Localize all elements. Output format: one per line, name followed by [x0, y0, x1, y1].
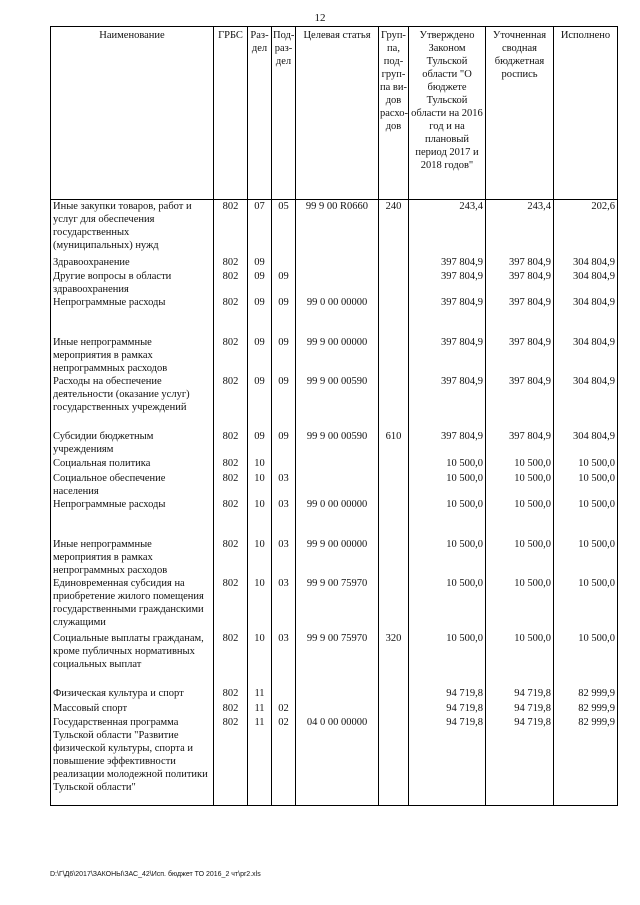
cell-grbs: 802 [214, 200, 248, 256]
cell-razdel: 09 [248, 375, 272, 430]
cell-podrazdel [272, 256, 296, 270]
cell-approved: 94 719,8 [409, 716, 486, 806]
cell-vid [379, 457, 409, 472]
cell-name: Здравоохранение [51, 256, 214, 270]
cell-vid [379, 256, 409, 270]
cell-grbs: 802 [214, 687, 248, 702]
cell-vid [379, 270, 409, 296]
table-row [51, 200, 618, 256]
cell-executed: 10 500,0 [554, 632, 618, 687]
table-row [51, 270, 618, 296]
cell-approved: 397 804,9 [409, 375, 486, 430]
cell-approved: 94 719,8 [409, 702, 486, 716]
table-row [51, 498, 618, 538]
cell-vid [379, 577, 409, 632]
cell-approved: 397 804,9 [409, 336, 486, 375]
cell-grbs: 802 [214, 716, 248, 806]
cell-refined: 10 500,0 [486, 577, 554, 632]
header-razdel: Раз-дел [248, 27, 272, 200]
cell-refined: 94 719,8 [486, 702, 554, 716]
cell-razdel: 10 [248, 577, 272, 632]
cell-grbs: 802 [214, 457, 248, 472]
table-row [51, 375, 618, 430]
cell-podrazdel: 03 [272, 632, 296, 687]
cell-grbs: 802 [214, 270, 248, 296]
cell-name: Государственная программа Тульской области "Развитие физической культуры, спорта и повышение эффективности реализации молодежной политики Тульской области" [51, 716, 214, 806]
cell-razdel: 10 [248, 472, 272, 498]
cell-approved: 10 500,0 [409, 538, 486, 577]
cell-celevaya-statya [296, 457, 379, 472]
cell-vid [379, 472, 409, 498]
cell-refined: 397 804,9 [486, 296, 554, 336]
cell-grbs: 802 [214, 430, 248, 457]
cell-celevaya-statya [296, 472, 379, 498]
cell-grbs: 802 [214, 577, 248, 632]
cell-podrazdel: 03 [272, 472, 296, 498]
table-row [51, 577, 618, 632]
cell-executed: 304 804,9 [554, 375, 618, 430]
cell-grbs: 802 [214, 632, 248, 687]
cell-name: Физическая культура и спорт [51, 687, 214, 702]
cell-razdel: 09 [248, 430, 272, 457]
table-row [51, 632, 618, 687]
cell-name: Непрограммные расходы [51, 498, 214, 538]
cell-grbs: 802 [214, 375, 248, 430]
cell-razdel: 09 [248, 296, 272, 336]
cell-refined: 397 804,9 [486, 375, 554, 430]
cell-approved: 10 500,0 [409, 632, 486, 687]
cell-razdel: 11 [248, 716, 272, 806]
cell-razdel: 10 [248, 538, 272, 577]
cell-executed: 82 999,9 [554, 702, 618, 716]
cell-executed: 10 500,0 [554, 457, 618, 472]
cell-executed: 82 999,9 [554, 716, 618, 806]
cell-celevaya-statya: 99 9 00 00590 [296, 430, 379, 457]
cell-approved: 397 804,9 [409, 430, 486, 457]
cell-vid [379, 538, 409, 577]
header-celevaya-statya: Целевая статья [296, 27, 379, 200]
cell-vid [379, 296, 409, 336]
cell-grbs: 802 [214, 538, 248, 577]
cell-razdel: 10 [248, 457, 272, 472]
cell-executed: 304 804,9 [554, 296, 618, 336]
cell-name: Социальная политика [51, 457, 214, 472]
cell-vid [379, 702, 409, 716]
cell-name: Иные непрограммные мероприятия в рамках непрограммных расходов [51, 538, 214, 577]
cell-podrazdel: 09 [272, 270, 296, 296]
cell-grbs: 802 [214, 336, 248, 375]
cell-refined: 397 804,9 [486, 336, 554, 375]
cell-podrazdel [272, 457, 296, 472]
cell-executed: 10 500,0 [554, 577, 618, 632]
table-row [51, 336, 618, 375]
header-name: Наименование [51, 27, 214, 200]
cell-vid [379, 716, 409, 806]
cell-razdel: 10 [248, 498, 272, 538]
cell-podrazdel: 03 [272, 577, 296, 632]
header-podrazdel: Под-раз-дел [272, 27, 296, 200]
cell-executed: 304 804,9 [554, 256, 618, 270]
cell-vid: 320 [379, 632, 409, 687]
cell-podrazdel: 09 [272, 375, 296, 430]
cell-approved: 10 500,0 [409, 498, 486, 538]
cell-approved: 243,4 [409, 200, 486, 256]
cell-executed: 10 500,0 [554, 538, 618, 577]
cell-grbs: 802 [214, 702, 248, 716]
cell-name: Непрограммные расходы [51, 296, 214, 336]
cell-executed: 82 999,9 [554, 687, 618, 702]
cell-executed: 10 500,0 [554, 472, 618, 498]
cell-name: Социальные выплаты гражданам, кроме публичных нормативных социальных выплат [51, 632, 214, 687]
cell-refined: 94 719,8 [486, 716, 554, 806]
table-row [51, 472, 618, 498]
cell-celevaya-statya: 99 9 00 00000 [296, 538, 379, 577]
cell-refined: 397 804,9 [486, 270, 554, 296]
cell-celevaya-statya: 99 9 00 75970 [296, 632, 379, 687]
cell-celevaya-statya: 99 9 00 75970 [296, 577, 379, 632]
table-row [51, 430, 618, 457]
cell-vid [379, 498, 409, 538]
cell-executed: 304 804,9 [554, 336, 618, 375]
cell-refined: 397 804,9 [486, 430, 554, 457]
table-row [51, 702, 618, 716]
cell-razdel: 09 [248, 336, 272, 375]
cell-approved: 10 500,0 [409, 457, 486, 472]
cell-name: Субсидии бюджетным учреждениям [51, 430, 214, 457]
cell-name: Расходы на обеспечение деятельности (оказание услуг) государственных учреждений [51, 375, 214, 430]
cell-approved: 10 500,0 [409, 472, 486, 498]
cell-vid [379, 375, 409, 430]
table-row [51, 716, 618, 806]
cell-podrazdel: 02 [272, 716, 296, 806]
cell-executed: 304 804,9 [554, 270, 618, 296]
cell-razdel: 09 [248, 256, 272, 270]
cell-grbs: 802 [214, 498, 248, 538]
table-row [51, 687, 618, 702]
table-header-row [51, 27, 618, 200]
cell-refined: 94 719,8 [486, 687, 554, 702]
cell-celevaya-statya: 99 9 00 R0660 [296, 200, 379, 256]
cell-celevaya-statya [296, 702, 379, 716]
cell-refined: 10 500,0 [486, 538, 554, 577]
cell-vid [379, 336, 409, 375]
cell-grbs: 802 [214, 472, 248, 498]
cell-podrazdel: 09 [272, 336, 296, 375]
cell-vid: 240 [379, 200, 409, 256]
cell-refined: 10 500,0 [486, 472, 554, 498]
cell-podrazdel: 03 [272, 538, 296, 577]
cell-refined: 10 500,0 [486, 457, 554, 472]
budget-table [50, 26, 618, 806]
table-row [51, 538, 618, 577]
table-row [51, 296, 618, 336]
cell-approved: 94 719,8 [409, 687, 486, 702]
cell-refined: 10 500,0 [486, 632, 554, 687]
header-grbs: ГРБС [214, 27, 248, 200]
cell-refined: 10 500,0 [486, 498, 554, 538]
cell-approved: 397 804,9 [409, 256, 486, 270]
header-refined: Уточненная сводная бюджетная роспись [486, 27, 554, 200]
cell-podrazdel: 05 [272, 200, 296, 256]
cell-podrazdel: 09 [272, 430, 296, 457]
header-gruppa-vidov: Груп-па, под-груп-па ви-дов расхо-дов [379, 27, 409, 200]
cell-celevaya-statya: 99 0 00 00000 [296, 296, 379, 336]
cell-name: Единовременная субсидия на приобретение жилого помещения государственными гражданскими служащими [51, 577, 214, 632]
cell-executed: 10 500,0 [554, 498, 618, 538]
cell-approved: 397 804,9 [409, 296, 486, 336]
cell-name: Иные закупки товаров, работ и услуг для обеспечения государственных (муниципальных) нужд [51, 200, 214, 256]
cell-celevaya-statya [296, 270, 379, 296]
cell-name: Социальное обеспечение населения [51, 472, 214, 498]
cell-name: Массовый спорт [51, 702, 214, 716]
cell-razdel: 11 [248, 687, 272, 702]
table-body [51, 200, 618, 806]
cell-name: Иные непрограммные мероприятия в рамках непрограммных расходов [51, 336, 214, 375]
header-executed: Исполнено [554, 27, 618, 200]
cell-approved: 397 804,9 [409, 270, 486, 296]
page-number: 12 [314, 12, 326, 24]
cell-celevaya-statya [296, 256, 379, 270]
cell-podrazdel: 03 [272, 498, 296, 538]
table-row [51, 457, 618, 472]
cell-refined: 397 804,9 [486, 256, 554, 270]
cell-grbs: 802 [214, 256, 248, 270]
cell-celevaya-statya: 99 0 00 00000 [296, 498, 379, 538]
cell-grbs: 802 [214, 296, 248, 336]
cell-celevaya-statya: 99 9 00 00590 [296, 375, 379, 430]
cell-razdel: 09 [248, 270, 272, 296]
cell-refined: 243,4 [486, 200, 554, 256]
cell-name: Другие вопросы в области здравоохранения [51, 270, 214, 296]
cell-celevaya-statya: 04 0 00 00000 [296, 716, 379, 806]
cell-celevaya-statya [296, 687, 379, 702]
cell-vid: 610 [379, 430, 409, 457]
table-row [51, 256, 618, 270]
cell-executed: 304 804,9 [554, 430, 618, 457]
cell-razdel: 07 [248, 200, 272, 256]
cell-executed: 202,6 [554, 200, 618, 256]
cell-vid [379, 687, 409, 702]
cell-razdel: 11 [248, 702, 272, 716]
cell-razdel: 10 [248, 632, 272, 687]
file-path-footer: D:\Г\Д6\2017\ЗАКОНЫ\ЗАС_42\Исп. бюджет ТО 2016_2 чт\pr2.xls [50, 871, 261, 878]
cell-approved: 10 500,0 [409, 577, 486, 632]
header-approved: Утверждено Законом Тульской области "О бюджете Тульской области на 2016 год и на плановый период 2017 и 2018 годов" [409, 27, 486, 200]
cell-podrazdel [272, 687, 296, 702]
cell-podrazdel: 09 [272, 296, 296, 336]
cell-celevaya-statya: 99 9 00 00000 [296, 336, 379, 375]
cell-podrazdel: 02 [272, 702, 296, 716]
